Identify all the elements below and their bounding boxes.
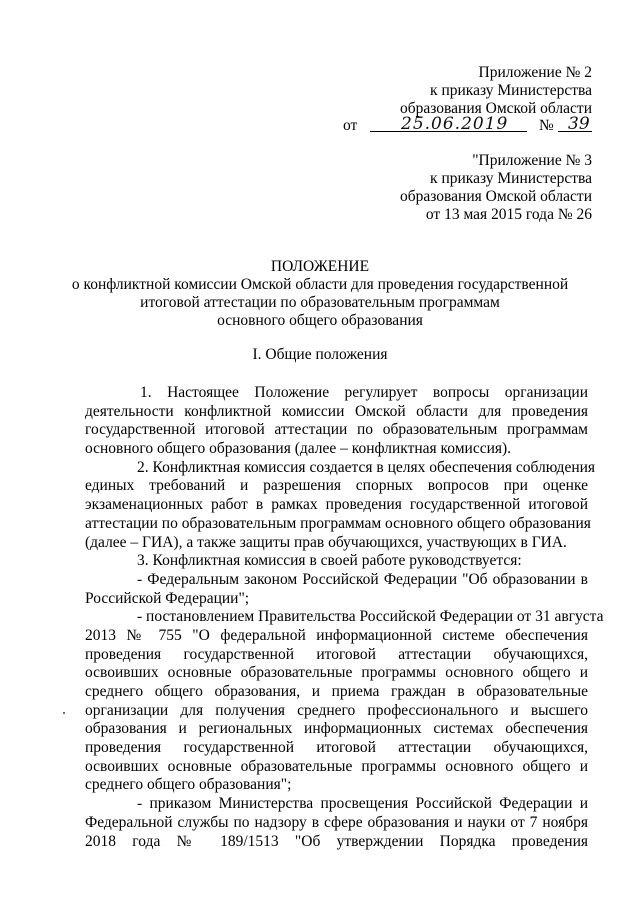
document-title-line-1: о конфликтной комиссии Омской области для проведения государственной bbox=[71, 276, 569, 293]
text-line: среднего общего образования"; bbox=[85, 776, 292, 794]
text-line: (далее – ГИА), а также защиты прав обучающихся, участвующих в ГИА. bbox=[85, 533, 567, 551]
order-date-handwritten: 25.06.2019 bbox=[401, 114, 509, 134]
appendix-3-line-1: "Приложение № 3 bbox=[472, 152, 592, 169]
scan-speck bbox=[63, 712, 65, 714]
order-number-label: № bbox=[539, 117, 554, 134]
text-line: единых требований и разрешения спорных вопросов при оценке bbox=[85, 477, 588, 495]
paragraph-3 bbox=[85, 552, 588, 571]
bullet-ministry-order bbox=[85, 795, 588, 851]
text-line: 2. Конфликтная комиссия создается в целях обеспечения соблюдения bbox=[137, 458, 596, 476]
appendix-2-line-1: Приложение № 2 bbox=[478, 64, 592, 81]
appendix-3-line-2: к приказу Министерства bbox=[430, 170, 592, 187]
text-line: 2018 года № 189/1513 "Об утверждении Порядка проведения bbox=[85, 832, 588, 850]
appendix-3-header bbox=[400, 152, 592, 224]
text-line: проведения государственной итоговой аттестации обучающихся, bbox=[85, 645, 588, 663]
text-line: образования и региональных информационных системах обеспечения bbox=[85, 720, 588, 738]
text-line: освоивших основные образовательные программы основного общего и bbox=[85, 757, 588, 775]
bullet-government-decree bbox=[85, 608, 604, 795]
appendix-2-line-3: образования Омской области bbox=[400, 100, 592, 117]
text-line: деятельности конфликтной комиссии Омской области для проведения bbox=[85, 402, 588, 420]
text-line: - Федеральным законом Российской Федерации "Об образовании в bbox=[137, 570, 588, 588]
appendix-2-header bbox=[400, 64, 592, 118]
document-heading: ПОЛОЖЕНИЕ bbox=[270, 258, 370, 275]
body-text bbox=[85, 384, 604, 851]
text-line: Российской Федерации"; bbox=[85, 589, 250, 607]
text-line: освоивших основные образовательные программы основного общего и bbox=[85, 664, 588, 682]
text-line: - постановлением Правительства Российской Федерации от 31 августа bbox=[137, 608, 604, 626]
document-title-line-3: основного общего образования bbox=[217, 312, 423, 329]
text-line: аттестации по образовательным программам основного общего образования bbox=[85, 514, 591, 532]
order-prefix: от bbox=[343, 117, 358, 134]
section-heading: I. Общие положения bbox=[252, 346, 388, 363]
text-line: Федеральной службы по надзору в сфере образования и науки от 7 ноября bbox=[85, 813, 588, 831]
text-line: 2013 № 755 "О федеральной информационной системе обеспечения bbox=[85, 626, 588, 644]
bullet-federal-law bbox=[85, 571, 588, 608]
appendix-2-line-2: к приказу Министерства bbox=[430, 82, 592, 99]
text-line: государственной итоговой аттестации по образовательным программам bbox=[85, 421, 588, 439]
text-line: - приказом Министерства просвещения Российской Федерации и bbox=[137, 795, 588, 813]
text-line: основного общего образования (далее – конфликтная комиссия). bbox=[85, 440, 512, 458]
text-line: 3. Конфликтная комиссия в своей работе руководствуется: bbox=[137, 552, 522, 570]
appendix-3-line-4: от 13 мая 2015 года № 26 bbox=[425, 206, 592, 223]
order-reference-line bbox=[343, 114, 592, 137]
appendix-3-line-3: образования Омской области bbox=[400, 188, 592, 205]
text-line: 1. Настоящее Положение регулирует вопросы организации bbox=[140, 384, 588, 401]
document-title-line-2: итоговой аттестации по образовательным программам bbox=[140, 294, 500, 311]
paragraph-1 bbox=[85, 384, 588, 459]
text-line: проведения государственной итоговой аттестации обучающихся, bbox=[85, 739, 588, 757]
text-line: организации для получения среднего профессионального и высшего bbox=[85, 701, 588, 719]
order-number-handwritten: 39 bbox=[568, 114, 590, 134]
text-line: среднего общего образования, и приема граждан в образовательные bbox=[85, 683, 588, 700]
paragraph-2 bbox=[85, 458, 596, 552]
text-line: экзаменационных работ в рамках проведения государственной итоговой bbox=[85, 496, 588, 514]
